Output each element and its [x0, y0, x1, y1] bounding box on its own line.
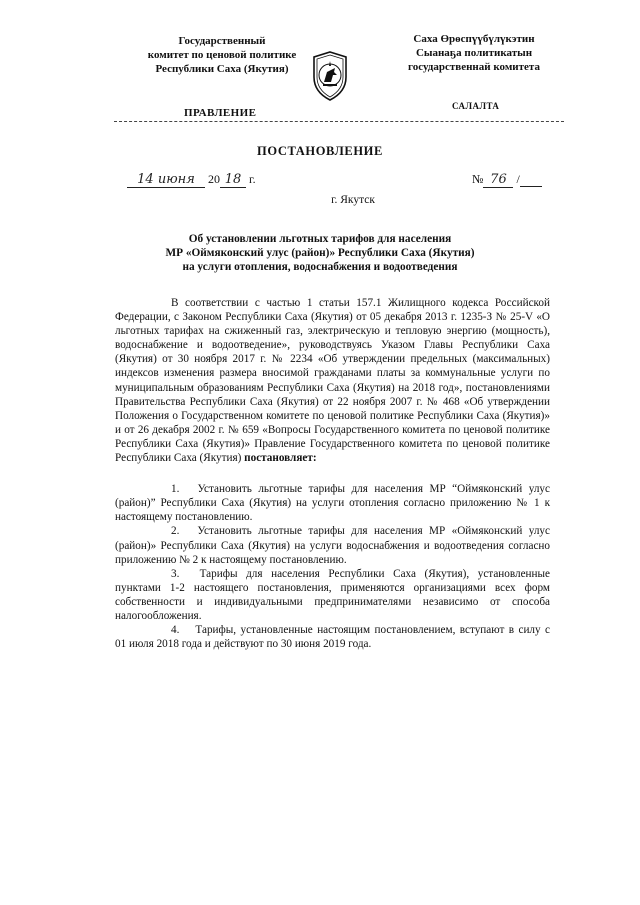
item-text: Установить льготные тарифы для населения МР “Оймяконский улус (район)” Республики Саха (Якутия) на услуги отопления согласно приложению № 1 к настоящему постановлению. — [115, 483, 550, 524]
header-right-line: государственнай комитета — [408, 61, 540, 73]
document-city: г. Якутск — [331, 194, 375, 206]
title-line: МР «Оймяконский улус (район)» Республики Саха (Якутия) — [165, 247, 475, 259]
item-number: 2. — [171, 525, 180, 538]
item-number: 1. — [171, 483, 180, 496]
document-title — [0, 232, 640, 274]
list-item — [115, 567, 550, 623]
document-number — [472, 172, 542, 188]
item-number: 4. — [171, 624, 180, 637]
number-value: 76 — [483, 173, 513, 188]
number-sign: № — [472, 172, 484, 186]
decree-word: постановляет: — [244, 452, 317, 465]
list-item — [115, 623, 550, 651]
number-separator: / — [516, 172, 520, 186]
header-left-ru — [108, 34, 336, 76]
decree-items — [115, 482, 550, 651]
header-left-line: Республики Саха (Якутия) — [155, 63, 289, 75]
header-divider — [114, 121, 564, 122]
list-item — [115, 482, 550, 524]
document-type: ПОСТАНОВЛЕНИЕ — [257, 144, 383, 158]
header-right-sakha — [388, 32, 560, 74]
title-line: на услуги отопления, водоснабжения и водоотведения — [182, 261, 458, 273]
preamble-paragraph — [115, 296, 550, 465]
date-year-suffix: 18 — [220, 173, 246, 188]
header-right-line: Сыанаҕа политикатын — [415, 47, 533, 59]
coat-of-arms-icon — [311, 51, 349, 101]
item-text: Тарифы, установленные настоящим постановлением, вступают в силу с 01 июля 2018 года и действуют по 30 июня 2019 года. — [115, 624, 550, 651]
date-day-month: 14 июня — [127, 173, 205, 188]
item-text: Установить льготные тарифы для населения МР «Оймяконский улус (район)» Республики Саха (Якутия) на услуги водоснабжения и водоотведения согласно приложению № 2 к настоящему постановлению. — [115, 525, 550, 566]
list-item — [115, 524, 550, 566]
header-left-line: Государственный — [178, 35, 266, 47]
item-text: Тарифы для населения Республики Саха (Якутия), установленные пунктами 1-2 настоящего постановления, применяются организациями всех форм собственности и индивидуальными предпринимателями независимо от способа налогообложения. — [115, 567, 551, 622]
title-line: Об установлении льготных тарифов для населения — [188, 233, 452, 245]
header-left-line: комитет по ценовой политике — [147, 49, 297, 61]
number-suffix-blank — [520, 172, 542, 187]
document-body — [115, 296, 550, 651]
board-label-sakha: САЛАЛТА — [452, 101, 500, 111]
item-number: 3. — [171, 567, 180, 580]
preamble-text: В соответствии с частью 1 статьи 157.1 Жилищного кодекса Российской Федерации, с Законом Республики Саха (Якутия) от 05 декабря 2013 г. 1235-З № 25-V «О льготных тарифах на сжиженный газ, электрическую и тепловую энергию (мощность), водоснабжение и водоотведение», руководствуясь Указом Главы Республики Саха (Якутия) от 30 ноября 2017 г. № 2234 «Об утверждении предельных (максимальных) индексов изменения размера вносимой гражданами платы за коммунальные услуги по муниципальным образованиям Республики Саха (Якутия) на 2018 год», постановлениями Правительства Республики Саха (Якутия) от 22 ноября 2007 г. № 468 «Об утверждении Положения о Государственном комитете по ценовой политике Республики Саха (Якутия)» и от 26 декабря 2002 г. № 659 «Вопросы Государственного комитета по ценовой политике Республики Саха (Якутия)» Правление Государственного комитета по ценовой политике Республики Саха (Якутия) — [115, 297, 550, 465]
header-right-line: Саха Өрөспүүбүлүкэтин — [413, 33, 535, 45]
document-date — [127, 172, 256, 190]
date-year-unit: г. — [249, 172, 256, 186]
board-label-ru: ПРАВЛЕНИЕ — [184, 107, 257, 119]
date-year-prefix: 20 — [208, 172, 220, 186]
